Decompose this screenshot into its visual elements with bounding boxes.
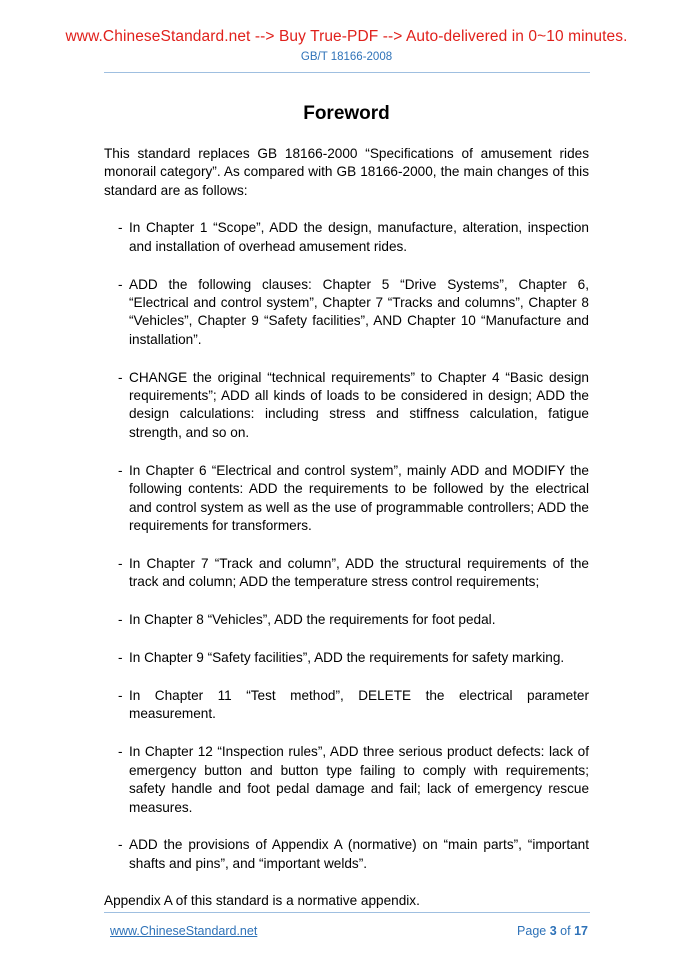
list-item-text: In Chapter 7 “Track and column”, ADD the structural requirements of the track and column; ADD the temperature stress control requirements; bbox=[129, 555, 589, 590]
list-item bbox=[104, 369, 589, 443]
list-item-text: CHANGE the original “technical requirements” to Chapter 4 “Basic design requirements”; ADD all kinds of loads to be considered in design; ADD the design calculations: including stress and stiffness calculation, fatigue strength, and so on. bbox=[129, 369, 589, 440]
list-item-text: In Chapter 9 “Safety facilities”, ADD the requirements for safety marking. bbox=[129, 650, 565, 666]
page-total: 17 bbox=[574, 924, 588, 938]
list-item-text: In Chapter 6 “Electrical and control system”, mainly ADD and MODIFY the following contents: ADD the requirements to be followed by the electrical and control system as well as the use of programmable controllers; ADD the requirements for transformers. bbox=[129, 462, 589, 533]
list-item-text: ADD the provisions of Appendix A (normative) on “main parts”, “important shafts and pins”, and “important welds”. bbox=[129, 837, 589, 871]
dash-bullet: - bbox=[118, 276, 123, 292]
page-label: Page bbox=[517, 924, 547, 938]
dash-bullet: - bbox=[118, 462, 123, 478]
closing-paragraph: Appendix A of this standard is a normative appendix. bbox=[104, 892, 420, 908]
header-divider bbox=[104, 72, 590, 73]
dash-bullet: - bbox=[118, 220, 123, 236]
list-item-text: In Chapter 12 “Inspection rules”, ADD three serious product defects: lack of emergency button and button type failing to comply with requirements; safety handle and foot pedal damage and fail; lack of emergency rescue measures. bbox=[129, 744, 589, 815]
dash-bullet: - bbox=[118, 555, 123, 571]
list-item bbox=[104, 649, 589, 667]
page-of: of bbox=[560, 924, 571, 938]
list-item-text: In Chapter 11 “Test method”, DELETE the electrical parameter measurement. bbox=[129, 688, 589, 722]
header-banner[interactable]: www.ChineseStandard.net --> Buy True-PDF --> Auto-delivered in 0~10 minutes. bbox=[65, 28, 628, 45]
dash-bullet: - bbox=[118, 837, 123, 853]
page-indicator bbox=[517, 923, 588, 939]
document-body bbox=[104, 145, 589, 910]
dash-bullet: - bbox=[118, 744, 123, 760]
list-item bbox=[104, 276, 589, 350]
page-current: 3 bbox=[549, 924, 557, 938]
intro-paragraph: This standard replaces GB 18166-2000 “Specifications of amusement rides monorail category”. As compared with GB 18166-2000, the main changes of this standard are as follows: bbox=[104, 146, 589, 198]
changes-list bbox=[104, 219, 589, 873]
list-item bbox=[104, 555, 589, 592]
list-item bbox=[104, 743, 589, 817]
list-item bbox=[104, 836, 589, 873]
list-item bbox=[104, 219, 589, 256]
dash-bullet: - bbox=[118, 369, 123, 385]
list-item-text: In Chapter 8 “Vehicles”, ADD the requirements for foot pedal. bbox=[129, 612, 496, 628]
footer-site-link[interactable]: www.ChineseStandard.net bbox=[110, 924, 258, 938]
footer-divider bbox=[104, 912, 590, 913]
standard-code: GB/T 18166-2008 bbox=[300, 51, 393, 63]
list-item-text: ADD the following clauses: Chapter 5 “Drive Systems”, Chapter 6, “Electrical and control system”, Chapter 7 “Tracks and columns”, Chapter 8 “Vehicles”, Chapter 9 “Safety facilities”, AND Chapter 10 “Manufacture and installation”. bbox=[129, 276, 589, 347]
list-item bbox=[104, 687, 589, 724]
dash-bullet: - bbox=[118, 688, 123, 704]
dash-bullet: - bbox=[118, 650, 123, 666]
page-title: Foreword bbox=[303, 103, 390, 124]
list-item-text: In Chapter 1 “Scope”, ADD the design, manufacture, alteration, inspection and installation of overhead amusement rides. bbox=[129, 220, 589, 254]
list-item bbox=[104, 462, 589, 536]
list-item bbox=[104, 611, 589, 629]
dash-bullet: - bbox=[118, 612, 123, 628]
